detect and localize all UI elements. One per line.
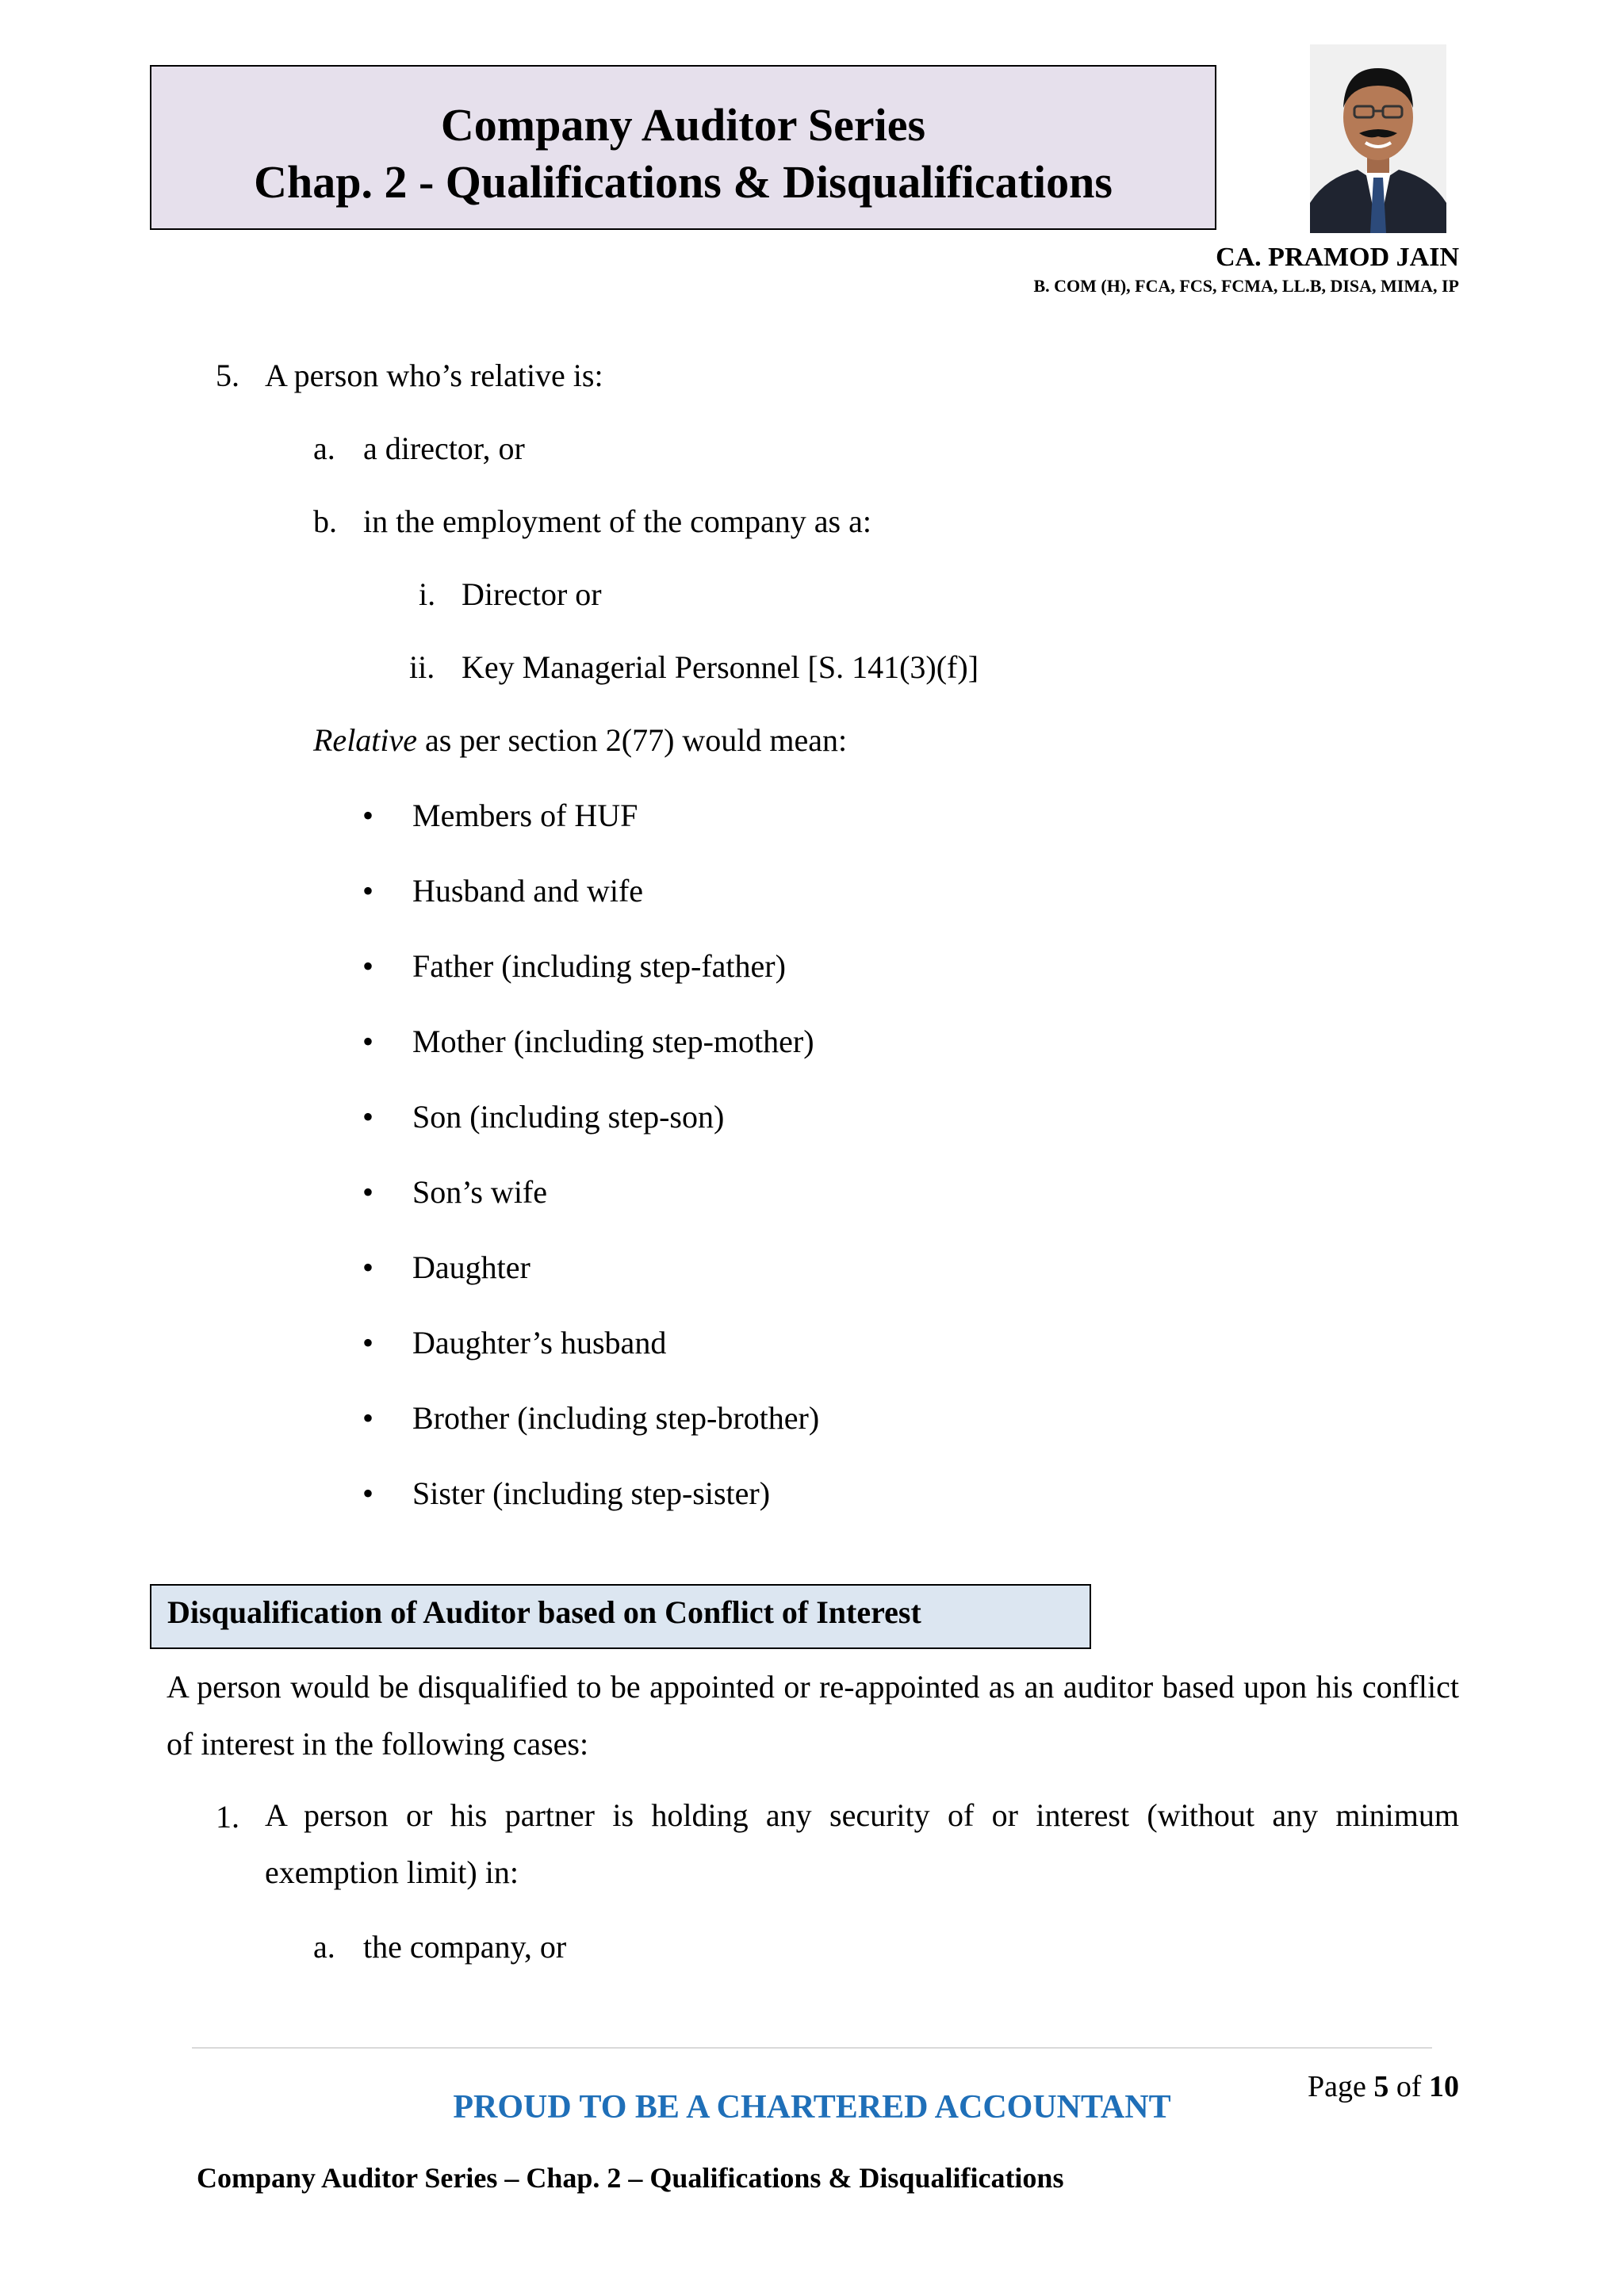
- page-prefix: Page: [1307, 2070, 1374, 2103]
- list-item-text: the company, or: [363, 1929, 567, 1965]
- list-marker: 5.: [216, 358, 239, 393]
- footer-divider: [192, 2047, 1432, 2049]
- list-item-text: a director, or: [363, 430, 525, 466]
- page-total: 10: [1429, 2070, 1459, 2103]
- list-item: Mother (including step-mother): [412, 1024, 814, 1059]
- bullet-icon: •: [362, 948, 374, 984]
- list-item: Father (including step-father): [412, 948, 786, 984]
- bullet-icon: •: [362, 1174, 374, 1210]
- bullet-icon: •: [362, 873, 374, 909]
- header-title-box: [150, 65, 1216, 230]
- list-marker: ii.: [409, 649, 435, 685]
- author-photo: [1310, 44, 1446, 233]
- section-heading: Disqualification of Auditor based on Conflict of Interest: [150, 1584, 1091, 1649]
- page-of: of: [1388, 2070, 1429, 2103]
- bullet-icon: •: [362, 1325, 374, 1360]
- page-current: 5: [1373, 2070, 1389, 2103]
- relative-term: Relative: [313, 722, 418, 758]
- list-item: Husband and wife: [412, 873, 644, 909]
- relative-definition-intro: [313, 721, 847, 760]
- bullet-icon: •: [362, 1475, 374, 1511]
- list-item: Daughter’s husband: [412, 1325, 667, 1360]
- list-item: Son’s wife: [412, 1174, 547, 1210]
- relative-intro-text: as per section 2(77) would mean:: [417, 722, 848, 758]
- header-title-line1: Company Auditor Series: [440, 99, 926, 151]
- list-marker: i.: [419, 576, 436, 612]
- author-name: CA. PRAMOD JAIN: [1216, 243, 1459, 272]
- list-marker: a.: [313, 430, 335, 466]
- list-marker: b.: [313, 503, 337, 539]
- bullet-icon: •: [362, 798, 374, 833]
- list-item-text: Key Managerial Personnel [S. 141(3)(f)]: [462, 649, 979, 685]
- list-item: Daughter: [412, 1249, 530, 1285]
- bullet-icon: •: [362, 1249, 374, 1285]
- author-credentials: B. COM (H), FCA, FCS, FCMA, LL.B, DISA, MIMA, IP: [1033, 276, 1459, 296]
- footer-running-title: Company Auditor Series – Chap. 2 – Qualifications & Disqualifications: [197, 2162, 1064, 2194]
- bullet-icon: •: [362, 1099, 374, 1135]
- list-item-text: in the employment of the company as a:: [363, 503, 871, 539]
- section-intro-paragraph: A person would be disqualified to be appointed or re-appointed as an auditor based upon his conflict of interest in the following cases:: [167, 1669, 1459, 1762]
- bullet-icon: •: [362, 1024, 374, 1059]
- list-item: Brother (including step-brother): [412, 1400, 820, 1436]
- list-item-text: A person who’s relative is:: [265, 358, 603, 393]
- author-portrait-image: [1310, 44, 1446, 233]
- list-item-text: A person or his partner is holding any security of or interest (without any minimum exemption limit) in:: [265, 1797, 1459, 1890]
- footer-motto: PROUD TO BE A CHARTERED ACCOUNTANT: [453, 2089, 1171, 2126]
- list-item: Sister (including step-sister): [412, 1475, 771, 1511]
- list-marker: a.: [313, 1929, 335, 1965]
- list-item-text: Director or: [462, 576, 602, 612]
- list-item: Members of HUF: [412, 798, 638, 833]
- header-title-line2: Chap. 2 - Qualifications & Disqualifications: [254, 156, 1113, 208]
- bullet-icon: •: [362, 1400, 374, 1436]
- list-item: Son (including step-son): [412, 1099, 725, 1135]
- list-marker: 1.: [216, 1799, 239, 1835]
